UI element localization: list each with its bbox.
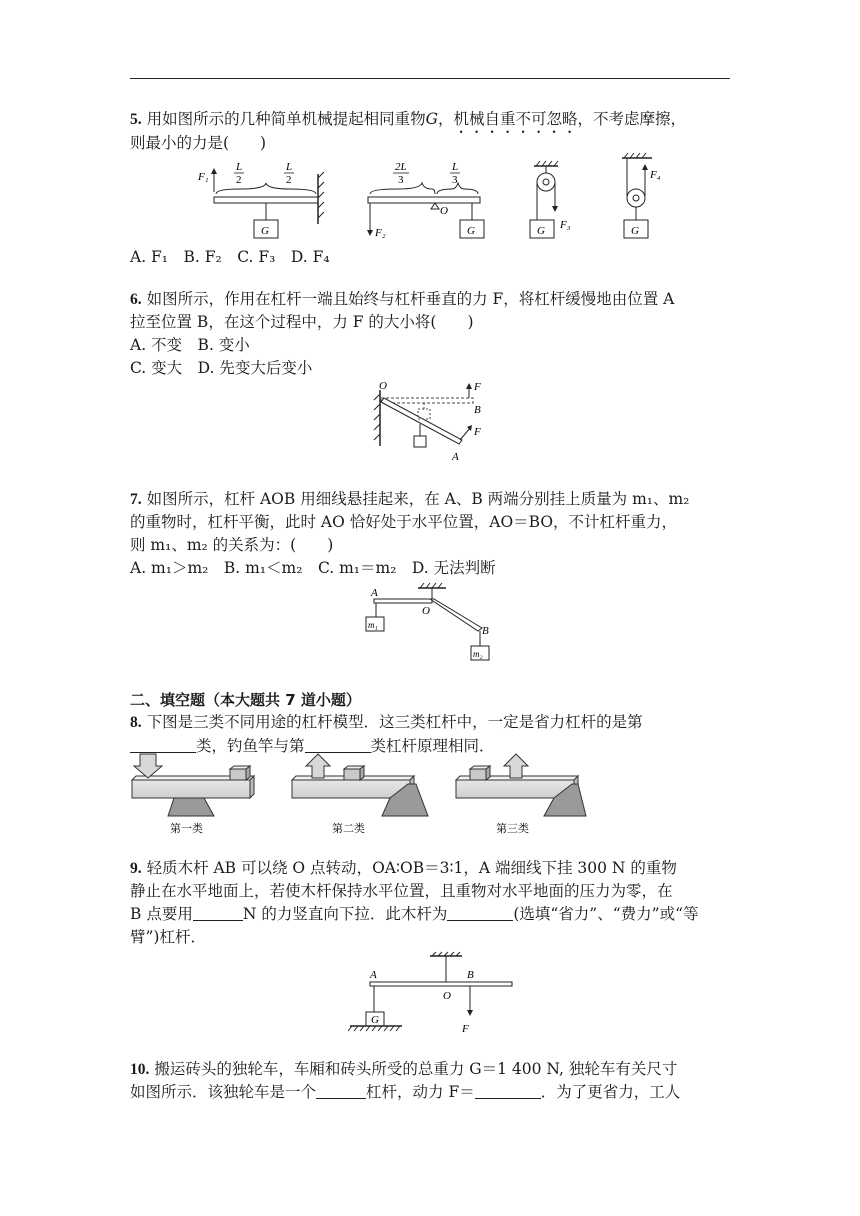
svg-text:2: 2 — [286, 174, 292, 186]
q8-lever-class3 — [456, 754, 586, 835]
q7-options: A. m₁＞m₂ B. m₁＜m₂ C. m₁＝m₂ D. 无法判断 — [130, 559, 496, 577]
q9-a-label: A — [370, 969, 377, 981]
q8-caption-3: 第三类 — [496, 823, 529, 835]
q8-blank-2[interactable] — [305, 736, 371, 753]
q6-weight — [414, 436, 426, 447]
q7-arm-ao — [374, 599, 432, 603]
q6-number: 6. — [130, 291, 142, 308]
f2-label: F₂ — [375, 227, 386, 239]
q8-caption-1: 第一类 — [170, 823, 203, 835]
q5-options: A. F₁ B. F₂ C. F₃ D. F₄ — [130, 248, 330, 266]
q9-b-label: B — [467, 969, 474, 981]
q6-text-line2: 拉至位置 B，在这个过程中，力 F 的大小将( ) — [130, 313, 474, 331]
q7-text-line2: 的重物时，杠杆平衡，此时 AO 恰好处于水平位置，AO＝BO，不计杠杆重力， — [130, 513, 678, 531]
svg-text:F: F — [474, 381, 481, 393]
q8-lever-class2 — [292, 754, 428, 835]
q9-text-line2: 静止在水平地面上，若使木杆保持水平位置，且重物对水平地面的压力为零，在 — [130, 882, 673, 900]
svg-text:3: 3 — [398, 174, 404, 186]
f3-label: F₃ — [560, 219, 571, 231]
q6-o-label: O — [379, 380, 387, 392]
q8-number: 8. — [130, 714, 142, 731]
q7-number: 7. — [130, 491, 142, 508]
q9-number: 9. — [130, 860, 142, 877]
q8-text-line2: 类，钓鱼竿与第 类杠杆原理相同． — [130, 735, 730, 757]
q9-f-label: F — [462, 1023, 469, 1035]
svg-text:m₂: m₂ — [473, 649, 483, 659]
q9-figure — [346, 952, 518, 1038]
q6-b-label: B — [474, 404, 481, 416]
q10-number: 10. — [130, 1061, 150, 1078]
f1-label: F₁ — [198, 171, 209, 183]
svg-text:2: 2 — [236, 174, 242, 186]
q5-text-line1: 5. 用如图所示的几种简单机械提起相同重物G，机械自重不可忽略，不考虑摩擦， — [130, 110, 687, 128]
q9-blank-force[interactable] — [193, 904, 243, 921]
svg-text:L: L — [452, 161, 459, 173]
q9-o-label: O — [443, 990, 451, 1002]
f4-label: F₄ — [650, 169, 661, 181]
q7-a-label: A — [371, 587, 378, 599]
q7-b-label: B — [482, 625, 489, 637]
svg-text:m₁: m₁ — [368, 620, 378, 630]
q9-lever-ab — [370, 982, 512, 986]
q5-lever2 — [367, 161, 484, 239]
q6-options-1: A. 不变 B. 变小 — [130, 336, 250, 354]
q5-pivot-o: O — [440, 205, 448, 217]
svg-text:L: L — [236, 161, 243, 173]
q7-o-label: O — [422, 605, 430, 617]
q5-text-line2: 则最小的力是( ) — [130, 134, 267, 152]
header-rule — [130, 78, 730, 79]
q5-movable-pulley — [622, 153, 661, 238]
q8-text-line1: 8. 下图是三类不同用途的杠杆模型．这三类杠杆中，一定是省力杠杆的是第 — [130, 713, 643, 731]
q9-blank-type[interactable] — [447, 904, 513, 921]
q6-lever-position-b — [381, 398, 473, 403]
svg-text:2L: 2L — [395, 161, 407, 173]
svg-text:3: 3 — [452, 174, 458, 186]
svg-text:L: L — [286, 161, 293, 173]
q6-options-2: C. 变大 D. 先变大后变小 — [130, 359, 313, 377]
q5-fixed-pulley — [530, 161, 571, 238]
q9-text-line1: 9. 轻质木杆 AB 可以绕 O 点转动，OA∶OB＝3∶1，A 端细线下挂 300 N 的重物 — [130, 859, 677, 877]
svg-text:F: F — [474, 426, 481, 438]
q8-figure — [128, 754, 588, 838]
q9-text-line4: 臂”)杠杆． — [130, 928, 206, 946]
section-heading: 二、填空题（本大题共 7 道小题） — [130, 691, 361, 709]
q7-figure — [362, 582, 502, 668]
q8-lever-class1 — [132, 754, 254, 835]
q10-text-line1: 10. 搬运砖头的独轮车，车厢和砖头所受的总重力 G＝1 400 N, 独轮车有关尺寸 — [130, 1060, 678, 1078]
q6-text-line1: 6. 如图所示，作用在杠杆一端且始终与杠杆垂直的力 F，将杠杆缓慢地由位置 A — [130, 290, 675, 308]
q5-lever1 — [197, 161, 324, 238]
svg-text:G: G — [261, 225, 269, 237]
q10-blank-force[interactable] — [475, 1082, 541, 1099]
q7-arm-ob — [430, 599, 482, 631]
q5-number: 5. — [130, 111, 142, 128]
q6-figure — [372, 380, 502, 464]
q10-blank-type[interactable] — [316, 1082, 366, 1099]
svg-text:G: G — [631, 225, 639, 237]
q8-blank-1[interactable] — [130, 736, 196, 753]
q9-text-line3: B 点要用 N 的力竖直向下拉．此木杆为 (选填“省力”、“费力”或“等 — [130, 905, 699, 923]
q10-text-line2: 如图所示．该独轮车是一个 杠杆，动力 F＝ ．为了更省力，工人 — [130, 1083, 681, 1101]
q8-caption-2: 第二类 — [332, 823, 365, 835]
q7-text-line1: 7. 如图所示，杠杆 AOB 用细线悬挂起来，在 A、B 两端分别挂上质量为 m₁、m₂ — [130, 490, 690, 508]
q6-a-label: A — [452, 451, 459, 463]
q5-figure — [190, 152, 670, 244]
svg-text:G: G — [467, 225, 475, 237]
svg-text:G: G — [537, 225, 545, 237]
svg-text:G: G — [371, 1014, 379, 1026]
q5-emphasis: 机械自重不可忽略 — [453, 110, 578, 128]
q7-text-line3: 则 m₁、m₂ 的关系为：( ) — [130, 536, 334, 554]
